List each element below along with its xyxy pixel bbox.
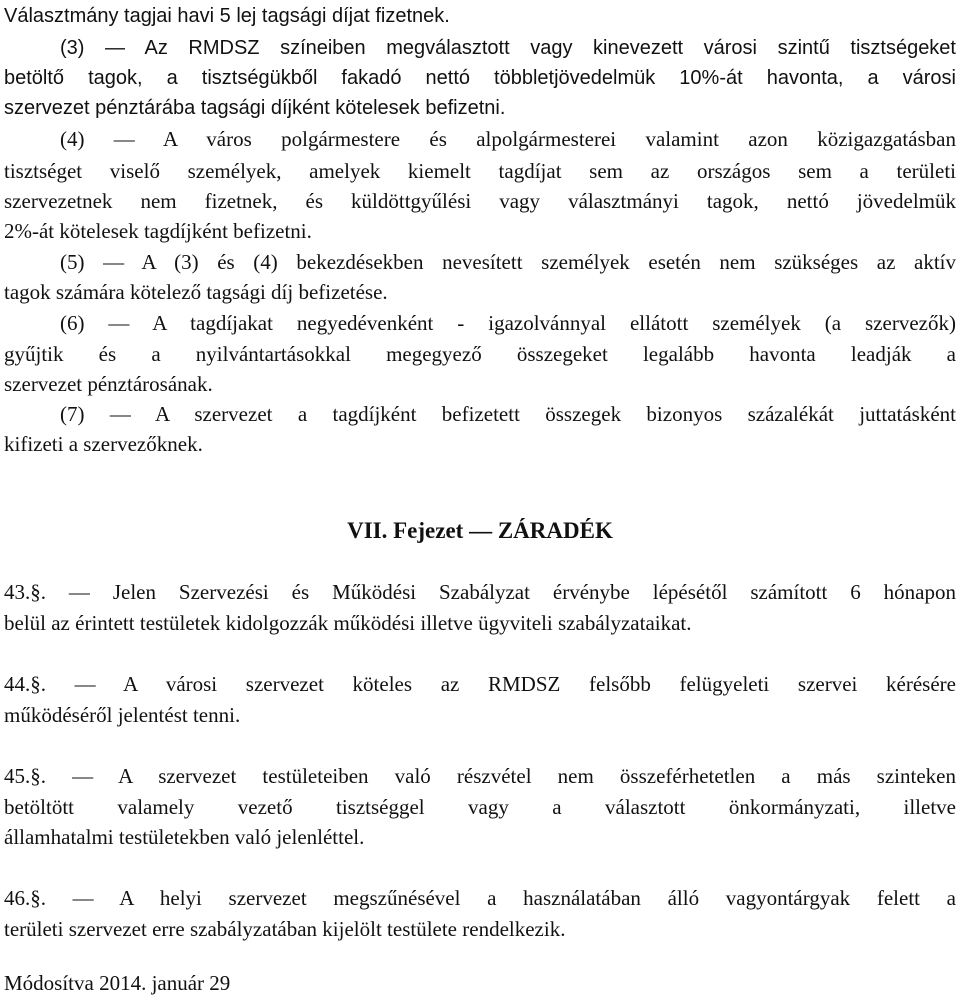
text-line: Választmány tagjai havi 5 lej tagsági díjat fizetnek.: [4, 5, 450, 27]
paragraph-4-line-2: tisztséget viselő személyek, amelyek kiemelt tagdíjat sem az országos sem a területi: [4, 159, 956, 183]
paragraph-6-line-1: (6) ― A tagdíjakat negyedévenként - igazolvánnyal ellátott személyek (a szervezők): [60, 311, 956, 335]
article-45-line-3: államhatalmi testületekben való jelenléttel.: [4, 825, 365, 849]
paragraph-5-line-1: (5) ― A (3) és (4) bekezdésekben nevesített személyek esetén nem szükséges az aktív: [60, 250, 956, 274]
chapter-heading: VII. Fejezet ― ZÁRADÉK: [347, 518, 613, 543]
paragraph-5-line-2: tagok számára kötelező tagsági díj befizetése.: [4, 280, 388, 304]
paragraph-6-line-3: szervezet pénztárosának.: [4, 372, 213, 396]
paragraph-3-line-2: betöltő tagok, a tisztségükből fakadó nettó többletjövedelmük 10%-át havonta, a városi: [4, 67, 956, 89]
paragraph-6-line-2: gyűjtik és a nyilvántartásokkal megegyező összegeket legalább havonta leadják a: [4, 342, 956, 366]
paragraph-4-line-3: szervezetnek nem fizetnek, és küldöttgyűlési vagy választmányi tagok, nettó jövedelmük: [4, 189, 956, 213]
article-45-line-2: betöltött valamely vezető tisztséggel vagy a választott önkormányzati, illetve: [4, 795, 956, 819]
article-43-line-2: belül az érintett testületek kidolgozzák működési illetve ügyviteli szabályzataikat.: [4, 611, 692, 635]
article-46-line-1: 46.§. ― A helyi szervezet megszűnésével a használatában álló vagyontárgyak felett a: [4, 886, 956, 910]
article-46-line-2: területi szervezet erre szabályzatában kijelölt testülete rendelkezik.: [4, 917, 566, 941]
paragraph-4-line-4: 2%-át kötelesek tagdíjként befizetni.: [4, 219, 312, 243]
article-45-line-1: 45.§. ― A szervezet testületeiben való részvétel nem összeférhetetlen a más szinteken: [4, 764, 956, 788]
article-43-line-1: 43.§. ― Jelen Szervezési és Működési Szabályzat érvénybe lépésétől számított 6 hónapon: [4, 580, 956, 604]
paragraph-7-line-1: (7) ― A szervezet a tagdíjként befizetett összegek bizonyos százalékát juttatásként: [60, 402, 956, 426]
paragraph-7-line-2: kifizeti a szervezőknek.: [4, 432, 203, 456]
paragraph-3-line-3: szervezet pénztárába tagsági díjként kötelesek befizetni.: [4, 97, 506, 119]
modification-date: Módosítva 2014. január 29: [4, 971, 231, 995]
paragraph-3-line-1: (3) ― Az RMDSZ színeiben megválasztott vagy kinevezett városi szintű tisztségeket: [60, 37, 956, 59]
article-44-line-1: 44.§. ― A városi szervezet köteles az RMDSZ felsőbb felügyeleti szervei kérésére: [4, 672, 956, 696]
article-44-line-2: működéséről jelentést tenni.: [4, 703, 241, 727]
paragraph-4-line-1: (4) ― A város polgármestere és alpolgármesterei valamint azon közigazgatásban: [60, 127, 956, 151]
